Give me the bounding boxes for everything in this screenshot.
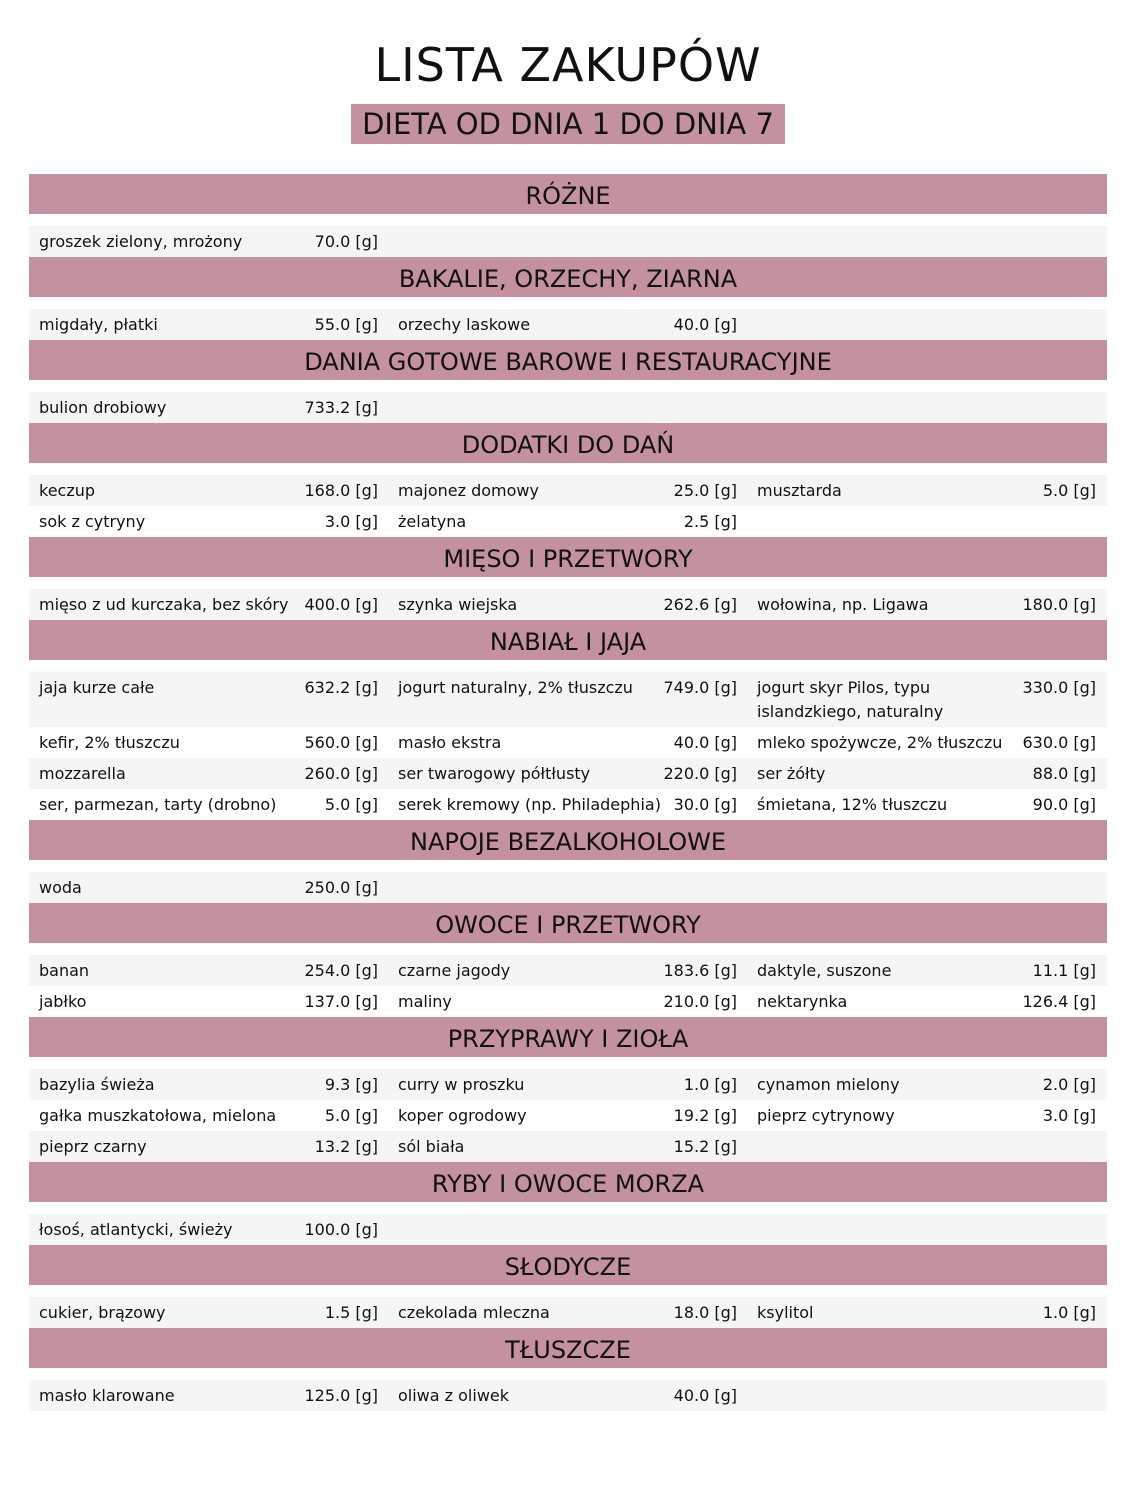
item-name: serek kremowy (np. Philadephia) — [398, 795, 661, 814]
item-amount: 560.0 [g] — [304, 733, 378, 752]
item-name: szynka wiejska — [398, 595, 518, 614]
item-amount: 70.0 [g] — [314, 232, 378, 251]
item-name: śmietana, 12% tłuszczu — [757, 795, 948, 814]
item-name: żelatyna — [398, 512, 467, 531]
item-amount: 3.0 [g] — [324, 512, 378, 531]
subtitle-wrapper — [0, 104, 1136, 144]
category-section — [29, 257, 1107, 340]
item-name: łosoś, atlantycki, świeży — [39, 1220, 233, 1239]
item-name: kefir, 2% tłuszczu — [39, 733, 180, 752]
item-row — [29, 758, 1107, 789]
list-item — [388, 676, 747, 724]
item-amount: 25.0 [g] — [673, 481, 737, 500]
list-item — [388, 1104, 747, 1128]
item-rows — [29, 672, 1107, 820]
list-item — [29, 731, 388, 755]
category-header: TŁUSZCZE — [29, 1328, 1107, 1368]
list-item — [388, 479, 747, 503]
item-name: groszek zielony, mrożony — [39, 232, 243, 251]
item-amount: 11.1 [g] — [1032, 961, 1096, 980]
item-name: bazylia świeża — [39, 1075, 155, 1094]
item-name: masło ekstra — [398, 733, 502, 752]
item-rows — [29, 955, 1107, 1017]
category-section — [29, 1017, 1107, 1162]
category-header: DANIA GOTOWE BAROWE I RESTAURACYJNE — [29, 340, 1107, 380]
item-name: czarne jagody — [398, 961, 511, 980]
list-item — [747, 990, 1106, 1014]
item-amount: 2.0 [g] — [1042, 1075, 1096, 1094]
category-section — [29, 537, 1107, 620]
item-name: mięso z ud kurczaka, bez skóry — [39, 595, 289, 614]
item-name: oliwa z oliwek — [398, 1386, 510, 1405]
list-item — [388, 990, 747, 1014]
item-amount: 19.2 [g] — [673, 1106, 737, 1125]
item-row — [29, 1214, 1107, 1245]
item-name: jogurt skyr Pilos, typu islandzkiego, naturalny — [757, 678, 944, 721]
item-name: nektarynka — [757, 992, 848, 1011]
item-amount: 5.0 [g] — [324, 1106, 378, 1125]
item-amount: 125.0 [g] — [304, 1386, 378, 1405]
diet-range-subtitle: DIETA OD DNIA 1 DO DNIA 7 — [351, 104, 785, 144]
item-amount: 400.0 [g] — [304, 595, 378, 614]
item-amount: 262.6 [g] — [663, 595, 737, 614]
category-header: RYBY I OWOCE MORZA — [29, 1162, 1107, 1202]
list-item — [747, 762, 1106, 786]
item-name: sok z cytryny — [39, 512, 146, 531]
list-item — [388, 1384, 747, 1408]
category-header: PRZYPRAWY I ZIOŁA — [29, 1017, 1107, 1057]
item-name: jaja kurze całe — [39, 678, 155, 697]
list-item — [29, 876, 388, 900]
item-row — [29, 309, 1107, 340]
item-row — [29, 226, 1107, 257]
item-amount: 40.0 [g] — [673, 733, 737, 752]
item-amount: 254.0 [g] — [304, 961, 378, 980]
item-amount: 1.0 [g] — [1042, 1303, 1096, 1322]
category-header: SŁODYCZE — [29, 1245, 1107, 1285]
item-name: musztarda — [757, 481, 842, 500]
item-name: koper ogrodowy — [398, 1106, 527, 1125]
item-amount: 210.0 [g] — [663, 992, 737, 1011]
list-item — [388, 593, 747, 617]
item-amount: 749.0 [g] — [663, 678, 737, 697]
category-header: MIĘSO I PRZETWORY — [29, 537, 1107, 577]
item-amount: 3.0 [g] — [1042, 1106, 1096, 1125]
item-name: masło klarowane — [39, 1386, 175, 1405]
item-amount: 90.0 [g] — [1032, 795, 1096, 814]
list-item — [747, 1301, 1106, 1325]
item-amount: 1.5 [g] — [324, 1303, 378, 1322]
item-row — [29, 986, 1107, 1017]
list-item — [388, 959, 747, 983]
item-name: czekolada mleczna — [398, 1303, 550, 1322]
item-name: bulion drobiowy — [39, 398, 167, 417]
item-amount: 13.2 [g] — [314, 1137, 378, 1156]
category-header: DODATKI DO DAŃ — [29, 423, 1107, 463]
list-item — [29, 1384, 388, 1408]
item-amount: 1.0 [g] — [683, 1075, 737, 1094]
category-header: BAKALIE, ORZECHY, ZIARNA — [29, 257, 1107, 297]
item-rows — [29, 1214, 1107, 1245]
category-header: RÓŻNE — [29, 174, 1107, 214]
list-item — [29, 793, 388, 817]
item-amount: 250.0 [g] — [304, 878, 378, 897]
item-rows — [29, 309, 1107, 340]
list-item — [29, 959, 388, 983]
category-section — [29, 620, 1107, 820]
item-name: pieprz czarny — [39, 1137, 147, 1156]
item-rows — [29, 1380, 1107, 1411]
item-amount: 260.0 [g] — [304, 764, 378, 783]
item-row — [29, 392, 1107, 423]
item-name: orzechy laskowe — [398, 315, 531, 334]
item-amount: 9.3 [g] — [324, 1075, 378, 1094]
item-rows — [29, 589, 1107, 620]
category-list — [29, 174, 1107, 1411]
category-section — [29, 1245, 1107, 1328]
list-item — [388, 313, 747, 337]
item-name: jogurt naturalny, 2% tłuszczu — [398, 678, 633, 697]
list-item — [29, 230, 388, 254]
item-name: curry w proszku — [398, 1075, 525, 1094]
item-name: woda — [39, 878, 82, 897]
item-name: ksylitol — [757, 1303, 814, 1322]
list-item — [29, 510, 388, 534]
item-row — [29, 1131, 1107, 1162]
item-name: gałka muszkatołowa, mielona — [39, 1106, 277, 1125]
item-amount: 180.0 [g] — [1022, 595, 1096, 614]
category-section — [29, 340, 1107, 423]
list-item — [388, 1301, 747, 1325]
list-item — [747, 1073, 1106, 1097]
item-rows — [29, 392, 1107, 423]
item-name: daktyle, suszone — [757, 961, 892, 980]
item-amount: 40.0 [g] — [673, 315, 737, 334]
item-name: ser żółty — [757, 764, 826, 783]
item-amount: 5.0 [g] — [324, 795, 378, 814]
item-rows — [29, 872, 1107, 903]
item-row — [29, 789, 1107, 820]
category-section — [29, 174, 1107, 257]
item-row — [29, 1100, 1107, 1131]
list-item — [388, 762, 747, 786]
item-amount: 18.0 [g] — [673, 1303, 737, 1322]
category-section — [29, 423, 1107, 537]
item-name: cynamon mielony — [757, 1075, 900, 1094]
item-name: maliny — [398, 992, 452, 1011]
list-item — [388, 1073, 747, 1097]
list-item — [29, 1135, 388, 1159]
item-name: majonez domowy — [398, 481, 539, 500]
item-name: mleko spożywcze, 2% tłuszczu — [757, 733, 1003, 752]
list-item — [29, 396, 388, 420]
item-amount: 100.0 [g] — [304, 1220, 378, 1239]
list-item — [747, 1104, 1106, 1128]
item-amount: 2.5 [g] — [683, 512, 737, 531]
item-amount: 40.0 [g] — [673, 1386, 737, 1405]
list-item — [388, 731, 747, 755]
item-name: pieprz cytrynowy — [757, 1106, 895, 1125]
category-section — [29, 903, 1107, 1017]
item-rows — [29, 226, 1107, 257]
item-name: ser twarogowy półtłusty — [398, 764, 591, 783]
item-name: wołowina, np. Ligawa — [757, 595, 929, 614]
item-amount: 15.2 [g] — [673, 1137, 737, 1156]
list-item — [29, 1104, 388, 1128]
list-item — [29, 762, 388, 786]
list-item — [747, 676, 1106, 724]
item-rows — [29, 1297, 1107, 1328]
list-item — [29, 1301, 388, 1325]
item-rows — [29, 475, 1107, 537]
item-name: banan — [39, 961, 90, 980]
list-item — [747, 479, 1106, 503]
item-row — [29, 1380, 1107, 1411]
list-item — [29, 990, 388, 1014]
item-row — [29, 589, 1107, 620]
list-item — [29, 676, 388, 724]
list-item — [29, 479, 388, 503]
item-amount: 88.0 [g] — [1032, 764, 1096, 783]
item-amount: 126.4 [g] — [1022, 992, 1096, 1011]
category-section — [29, 820, 1107, 903]
item-rows — [29, 1069, 1107, 1162]
item-name: keczup — [39, 481, 96, 500]
category-header: NABIAŁ I JAJA — [29, 620, 1107, 660]
item-row — [29, 727, 1107, 758]
item-amount: 168.0 [g] — [304, 481, 378, 500]
item-row — [29, 1297, 1107, 1328]
item-amount: 630.0 [g] — [1022, 733, 1096, 752]
category-section — [29, 1162, 1107, 1245]
item-name: cukier, brązowy — [39, 1303, 166, 1322]
page-title: LISTA ZAKUPÓW — [374, 38, 762, 92]
category-section — [29, 1328, 1107, 1411]
list-item — [747, 793, 1106, 817]
item-amount: 137.0 [g] — [304, 992, 378, 1011]
item-row — [29, 506, 1107, 537]
item-row — [29, 672, 1107, 727]
item-name: mozzarella — [39, 764, 126, 783]
list-item — [388, 793, 747, 817]
list-item — [29, 1218, 388, 1242]
list-item — [29, 1073, 388, 1097]
item-amount: 733.2 [g] — [304, 398, 378, 417]
item-amount: 220.0 [g] — [663, 764, 737, 783]
list-item — [747, 731, 1106, 755]
item-name: jabłko — [39, 992, 87, 1011]
item-name: sól biała — [398, 1137, 465, 1156]
item-amount: 30.0 [g] — [673, 795, 737, 814]
list-item — [388, 1135, 747, 1159]
item-amount: 330.0 [g] — [1022, 678, 1096, 697]
list-item — [29, 593, 388, 617]
list-item — [747, 593, 1106, 617]
category-header: OWOCE I PRZETWORY — [29, 903, 1107, 943]
item-row — [29, 872, 1107, 903]
item-row — [29, 475, 1107, 506]
item-name: ser, parmezan, tarty (drobno) — [39, 795, 277, 814]
item-row — [29, 1069, 1107, 1100]
category-header: NAPOJE BEZALKOHOLOWE — [29, 820, 1107, 860]
item-amount: 55.0 [g] — [314, 315, 378, 334]
list-item — [388, 510, 747, 534]
item-name: migdały, płatki — [39, 315, 158, 334]
item-row — [29, 955, 1107, 986]
item-amount: 183.6 [g] — [663, 961, 737, 980]
item-amount: 632.2 [g] — [304, 678, 378, 697]
list-item — [747, 959, 1106, 983]
list-item — [29, 313, 388, 337]
item-amount: 5.0 [g] — [1042, 481, 1096, 500]
